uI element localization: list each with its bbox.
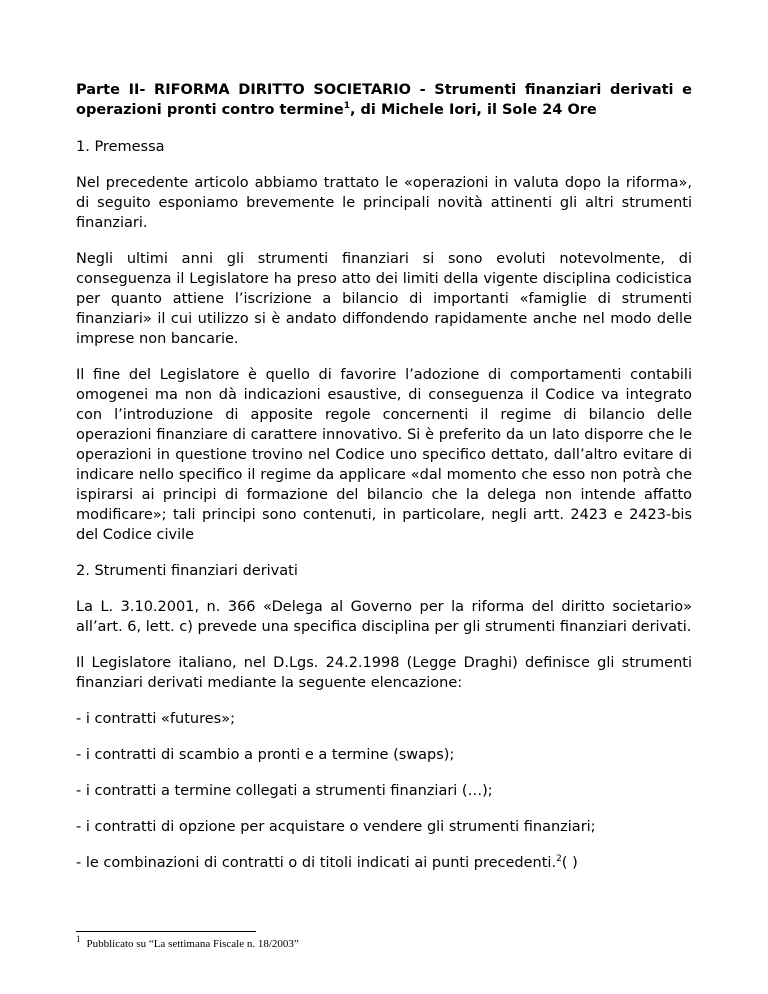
list-item-last xyxy=(76,853,692,873)
section-1-paragraph-1: Nel precedente articolo abbiamo trattato le «operazioni in valuta dopo la riforma», di seguito esponiamo brevemente le principali novità attinenti gli altri strumenti finanziari. xyxy=(76,175,692,231)
footnote-ref-2[interactable]: 2 xyxy=(556,854,562,865)
section-2-paragraph-1: La L. 3.10.2001, n. 366 «Delega al Governo per la riforma del diritto societario» all’art. 6, lett. c) prevede una specifica disciplina per gli strumenti finanziari derivati. xyxy=(76,599,692,635)
footnote xyxy=(76,934,299,951)
footnote-number: 1 xyxy=(76,934,81,945)
section-1-paragraph-2: Negli ultimi anni gli strumenti finanziari si sono evoluti notevolmente, di conseguenza il Legislatore ha preso atto dei limiti della vigente disciplina codicistica per quanto attiene l’iscrizione a bilancio di importanti «famiglie di strumenti finanziari» il cui utilizzo si è andato diffondendo rapidamente anche nel modo delle imprese non bancarie. xyxy=(76,251,692,347)
section-2-heading: 2. Strumenti finanziari derivati xyxy=(76,563,298,579)
title-author: , di Michele Iori, il Sole 24 Ore xyxy=(349,102,597,118)
list-item: - i contratti di scambio a pronti e a termine (swaps); xyxy=(76,747,455,763)
section-1-heading: 1. Premessa xyxy=(76,139,165,155)
footnote-ref-1[interactable]: 1 xyxy=(343,101,350,112)
list-item-tail: ( ) xyxy=(561,855,578,871)
document-title xyxy=(76,80,692,120)
section-1-paragraph-3: Il fine del Legislatore è quello di favorire l’adozione di comportamenti contabili omogenei ma non dà indicazioni esaustive, di conseguenza il Codice va integrato con l’introduzione di apposite regole concernenti il regime di bilancio delle operazioni finanziare di carattere innovativo. Si è preferito da un lato disporre che le operazioni in questione trovino nel Codice uno specifico dettato, dall’altro evitare di indicare nello specifico il regime da applicare «dal momento che esso non potrà che ispirarsi ai principi di formazione del bilancio che la delega non intende affatto modificare»; tali principi sono contenuti, in particolare, negli artt. 2423 e 2423-bis del Codice civile xyxy=(76,367,692,543)
title-text: Parte II- RIFORMA DIRITTO SOCIETARIO - Strumenti finanziari derivati e operazioni pronti contro termine xyxy=(76,82,692,118)
list-item: - i contratti a termine collegati a strumenti finanziari (…); xyxy=(76,783,493,799)
section-2-paragraph-2: Il Legislatore italiano, nel D.Lgs. 24.2.1998 (Legge Draghi) definisce gli strumenti finanziari derivati mediante la seguente elencazione: xyxy=(76,655,692,691)
list-item: - i contratti «futures»; xyxy=(76,711,235,727)
list-item-text: - le combinazioni di contratti o di titoli indicati ai punti precedenti. xyxy=(76,855,557,871)
footnote-text: Pubblicato su “La settimana Fiscale n. 18/2003” xyxy=(86,938,299,950)
footnote-divider xyxy=(76,931,256,932)
list-item: - i contratti di opzione per acquistare o vendere gli strumenti finanziari; xyxy=(76,819,596,835)
